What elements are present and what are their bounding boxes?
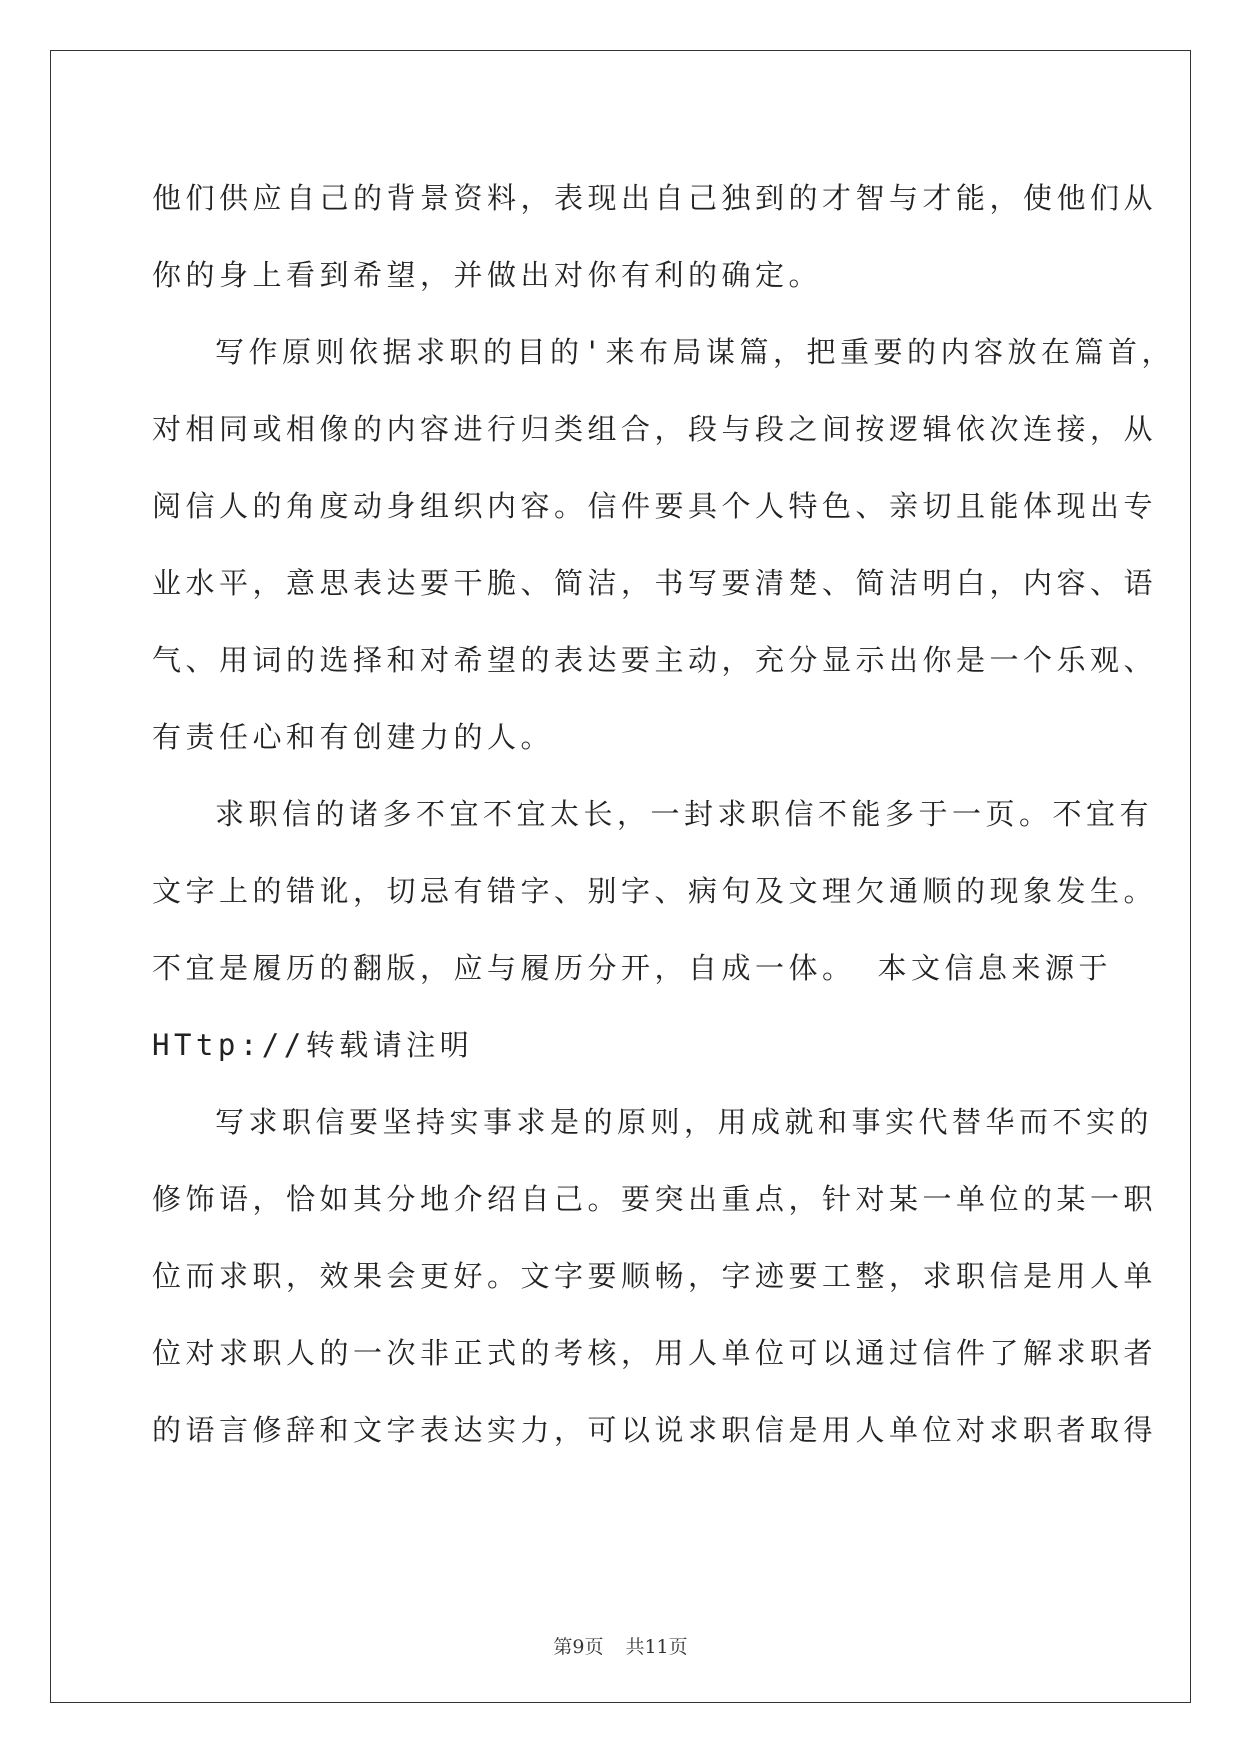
text-line: 位而求职，效果会更好。文字要顺畅，字迹要工整，求职信是用人单 [152, 1259, 1158, 1293]
page-footer [0, 1632, 1241, 1659]
text-line: 业水平，意思表达要干脆、简洁，书写要清楚、简洁明白，内容、语 [152, 566, 1158, 600]
text-line: 的语言修辞和文字表达实力，可以说求职信是用人单位对求职者取得 [152, 1413, 1158, 1447]
page-total: 共11页 [625, 1636, 688, 1658]
text-line: 不宜是履历的翻版，应与履历分开，自成一体。 本文信息来源于 [152, 951, 1112, 985]
document-body [152, 160, 1175, 1469]
text-line: 他们供应自己的背景资料，表现出自己独到的才智与才能，使他们从 [152, 181, 1158, 215]
text-line: 写作原则依据求职的目的'来布局谋篇，把重要的内容放在篇首， [215, 335, 1175, 369]
text-line: 写求职信要坚持实事求是的原则，用成就和事实代替华而不实的 [215, 1105, 1154, 1139]
text-line: 阅信人的角度动身组织内容。信件要具个人特色、亲切且能体现出专 [152, 489, 1158, 523]
text-line: 求职信的诸多不宜不宜太长，一封求职信不能多于一页。不宜有 [215, 797, 1154, 831]
text-line: 位对求职人的一次非正式的考核，用人单位可以通过信件了解求职者 [152, 1336, 1158, 1370]
text-line: 对相同或相像的内容进行归类组合，段与段之间按逻辑依次连接，从 [152, 412, 1158, 446]
text-line: 有责任心和有创建力的人。 [152, 720, 555, 754]
text-line: 文字上的错讹，切忌有错字、别字、病句及文理欠通顺的现象发生。 [152, 874, 1158, 908]
text-line: 你的身上看到希望，并做出对你有利的确定。 [152, 258, 823, 292]
text-line: 修饰语，恰如其分地介绍自己。要突出重点，针对某一单位的某一职 [152, 1182, 1158, 1216]
page-number: 第9页 [553, 1636, 604, 1658]
text-line: 气、用词的选择和对希望的表达要主动，充分显示出你是一个乐观、 [152, 643, 1158, 677]
text-line: HTtp://转载请注明 [152, 1028, 474, 1062]
